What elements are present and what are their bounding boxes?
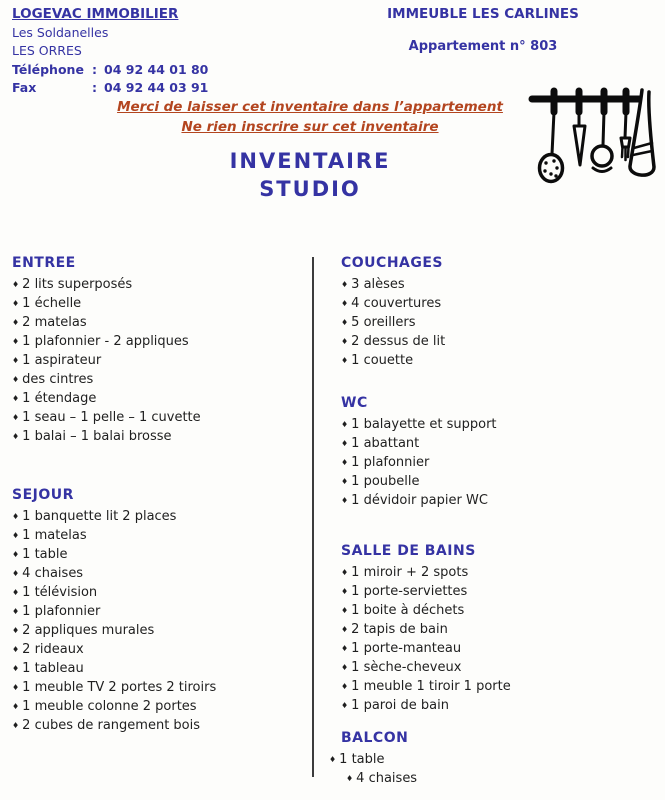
inventory-section-entree (12, 255, 308, 446)
inventory-section-wc (341, 395, 656, 510)
item-text: 1 télévision (22, 585, 98, 600)
item-text: 3 alèses (351, 277, 405, 292)
diamond-bullet-icon: ♦ (341, 681, 349, 691)
list-item (12, 427, 308, 446)
section-items (341, 275, 656, 370)
diamond-bullet-icon: ♦ (12, 355, 20, 365)
list-item (12, 389, 308, 408)
diamond-bullet-icon: ♦ (12, 720, 20, 730)
item-text: 1 paroi de bain (351, 698, 450, 713)
column-divider (312, 257, 314, 777)
section-items (341, 563, 656, 715)
item-text: 1 tableau (22, 661, 84, 676)
diamond-bullet-icon: ♦ (12, 644, 20, 654)
diamond-bullet-icon: ♦ (341, 700, 349, 710)
list-item (12, 507, 308, 526)
diamond-bullet-icon: ♦ (12, 701, 20, 711)
agency-residence: Les Soldanelles (12, 24, 109, 40)
diamond-bullet-icon: ♦ (341, 624, 349, 634)
diamond-bullet-icon: ♦ (341, 457, 349, 467)
list-item (341, 453, 656, 472)
section-header: BALCON (341, 730, 409, 746)
list-item (341, 658, 656, 677)
phone-separator: : (92, 61, 97, 77)
item-text: 2 dessus de lit (351, 334, 446, 349)
diamond-bullet-icon: ♦ (341, 662, 349, 672)
fax-number: 04 92 44 03 91 (104, 80, 209, 95)
item-text: 1 meuble colonne 2 portes (22, 699, 197, 714)
item-text: 1 balayette et support (351, 417, 497, 432)
fax-label: Fax (12, 80, 37, 95)
notice-line-1: Merci de laisser cet inventaire dans l’appartement (117, 99, 503, 115)
building-block (368, 6, 598, 54)
list-item (12, 332, 308, 351)
diamond-bullet-icon: ♦ (341, 476, 349, 486)
diamond-bullet-icon: ♦ (12, 431, 20, 441)
diamond-bullet-icon: ♦ (341, 438, 349, 448)
kitchen-utensils-icon (521, 86, 661, 190)
diamond-bullet-icon: ♦ (12, 511, 20, 521)
item-text: 2 lits superposés (22, 277, 133, 292)
item-text: 1 couette (351, 353, 414, 368)
item-text: 2 cubes de rangement bois (22, 718, 201, 733)
item-text: 1 sèche-cheveux (351, 660, 462, 675)
item-text: des cintres (22, 372, 94, 387)
phone-row (12, 61, 208, 80)
list-item (341, 582, 656, 601)
diamond-bullet-icon: ♦ (12, 393, 20, 403)
diamond-bullet-icon: ♦ (12, 606, 20, 616)
inventory-left-column (12, 255, 308, 735)
diamond-bullet-icon: ♦ (341, 643, 349, 653)
list-item (12, 621, 308, 640)
list-item (341, 620, 656, 639)
diamond-bullet-icon: ♦ (12, 412, 20, 422)
title-line-2: STUDIO (259, 177, 361, 201)
diamond-bullet-icon: ♦ (341, 419, 349, 429)
section-header: COUCHAGES (341, 255, 444, 271)
building-name: IMMEUBLE LES CARLINES (387, 6, 579, 22)
item-text: 1 matelas (22, 528, 87, 543)
list-item (341, 313, 656, 332)
item-text: 1 banquette lit 2 places (22, 509, 177, 524)
notice-line-2: Ne rien inscrire sur cet inventaire (181, 119, 439, 135)
agency-block (12, 5, 208, 98)
list-item (12, 678, 308, 697)
diamond-bullet-icon: ♦ (12, 549, 20, 559)
diamond-bullet-icon: ♦ (12, 279, 20, 289)
diamond-bullet-icon: ♦ (341, 317, 349, 327)
list-item (12, 564, 308, 583)
list-item (341, 275, 656, 294)
list-item (341, 434, 656, 453)
item-text: 1 plafonnier - 2 appliques (22, 334, 189, 349)
section-header: SALLE DE BAINS (341, 543, 476, 559)
item-text: 1 table (339, 752, 385, 767)
diamond-bullet-icon: ♦ (12, 568, 20, 578)
list-item (341, 332, 656, 351)
list-item (12, 408, 308, 427)
list-item (341, 563, 656, 582)
diamond-bullet-icon: ♦ (341, 586, 349, 596)
diamond-bullet-icon: ♦ (341, 355, 349, 365)
diamond-bullet-icon: ♦ (341, 336, 349, 346)
list-item (12, 716, 308, 735)
list-item (12, 526, 308, 545)
item-text: 1 étendage (22, 391, 97, 406)
item-text: 1 poubelle (351, 474, 420, 489)
list-item (341, 639, 656, 658)
item-text: 1 seau – 1 pelle – 1 cuvette (22, 410, 201, 425)
diamond-bullet-icon: ♦ (341, 495, 349, 505)
list-item (12, 545, 308, 564)
list-item (12, 697, 308, 716)
section-header: SEJOUR (12, 487, 74, 503)
phone-label: Téléphone (12, 61, 84, 77)
diamond-bullet-icon: ♦ (346, 773, 354, 783)
diamond-bullet-icon: ♦ (12, 317, 20, 327)
item-text: 1 porte-serviettes (351, 584, 468, 599)
list-item (12, 583, 308, 602)
inventory-section-salle-de-bains (341, 543, 656, 715)
section-items (12, 507, 308, 735)
diamond-bullet-icon: ♦ (12, 625, 20, 635)
notice-block (110, 97, 510, 137)
item-text: 1 balai – 1 balai brosse (22, 429, 172, 444)
diamond-bullet-icon: ♦ (12, 587, 20, 597)
list-item (12, 602, 308, 621)
item-text: 4 couvertures (351, 296, 442, 311)
diamond-bullet-icon: ♦ (12, 682, 20, 692)
section-items (341, 415, 656, 510)
section-header: WC (341, 395, 368, 411)
section-items (329, 750, 656, 788)
section-header: ENTREE (12, 255, 76, 271)
diamond-bullet-icon: ♦ (341, 605, 349, 615)
item-text: 1 échelle (22, 296, 82, 311)
list-item (346, 769, 656, 788)
document-title (145, 147, 475, 203)
diamond-bullet-icon: ♦ (12, 663, 20, 673)
list-item (12, 640, 308, 659)
list-item (12, 351, 308, 370)
inventory-right-column (329, 255, 656, 788)
item-text: 1 dévidoir papier WC (351, 493, 488, 508)
diamond-bullet-icon: ♦ (341, 279, 349, 289)
list-item (341, 601, 656, 620)
list-item (341, 472, 656, 491)
list-item (329, 750, 656, 769)
diamond-bullet-icon: ♦ (341, 567, 349, 577)
item-text: 1 plafonnier (351, 455, 430, 470)
item-text: 1 aspirateur (22, 353, 102, 368)
list-item (12, 313, 308, 332)
list-item (12, 659, 308, 678)
inventory-section-couchages (341, 255, 656, 370)
item-text: 2 rideaux (22, 642, 84, 657)
item-text: 1 plafonnier (22, 604, 101, 619)
item-text: 1 porte-manteau (351, 641, 462, 656)
diamond-bullet-icon: ♦ (12, 298, 20, 308)
inventory-section-sejour (12, 487, 308, 735)
list-item (341, 677, 656, 696)
inventory-section-balcon (329, 730, 656, 788)
agency-city: LES ORRES (12, 43, 82, 58)
list-item (341, 294, 656, 313)
section-items (12, 275, 308, 446)
list-item (12, 294, 308, 313)
list-item (341, 415, 656, 434)
list-item (341, 351, 656, 370)
diamond-bullet-icon: ♦ (12, 530, 20, 540)
item-text: 1 table (22, 547, 68, 562)
item-text: 1 miroir + 2 spots (351, 565, 469, 580)
apartment-number: Appartement n° 803 (408, 39, 558, 54)
list-item (12, 275, 308, 294)
inventory-columns (0, 255, 665, 800)
item-text: 1 boite à déchets (351, 603, 465, 618)
list-item (341, 491, 656, 510)
phone-number: 04 92 44 01 80 (104, 61, 209, 77)
fax-row (12, 79, 208, 98)
item-text: 5 oreillers (351, 315, 416, 330)
item-text: 1 meuble 1 tiroir 1 porte (351, 679, 511, 694)
item-text: 4 chaises (356, 771, 418, 786)
agency-name: LOGEVAC IMMOBILIER (12, 6, 179, 22)
diamond-bullet-icon: ♦ (329, 754, 337, 764)
list-item (341, 696, 656, 715)
diamond-bullet-icon: ♦ (12, 336, 20, 346)
diamond-bullet-icon: ♦ (12, 374, 20, 384)
list-item (12, 370, 308, 389)
title-line-1: INVENTAIRE (229, 149, 391, 173)
item-text: 2 appliques murales (22, 623, 155, 638)
item-text: 2 tapis de bain (351, 622, 448, 637)
item-text: 1 meuble TV 2 portes 2 tiroirs (22, 680, 217, 695)
item-text: 1 abattant (351, 436, 420, 451)
fax-separator: : (92, 80, 97, 95)
item-text: 2 matelas (22, 315, 87, 330)
item-text: 4 chaises (22, 566, 84, 581)
diamond-bullet-icon: ♦ (341, 298, 349, 308)
